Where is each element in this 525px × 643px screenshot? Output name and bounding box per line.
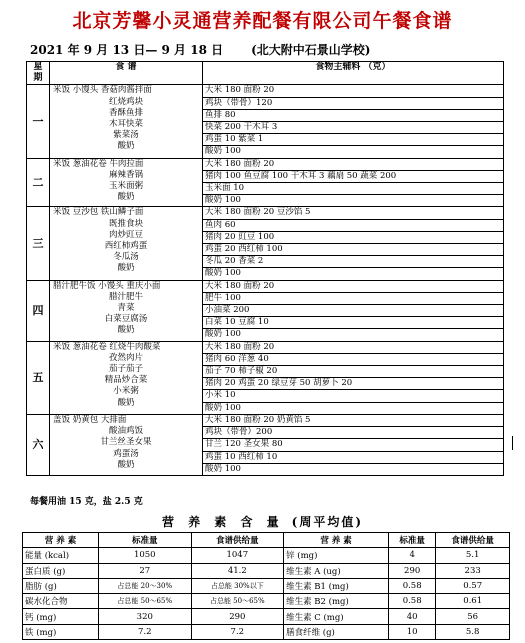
ingredient-line: 酸奶 100 <box>205 195 241 206</box>
dish-item: 玉米面粥 <box>108 181 143 192</box>
menu-day-row <box>27 85 504 158</box>
page-title: 北京芳馨小灵通营养配餐有限公司午餐食谱 <box>72 10 453 32</box>
dish-list <box>50 280 203 341</box>
nutrition-cell: 4 <box>389 548 436 563</box>
dish-item: 香酥鱼排 <box>108 107 143 118</box>
ingredient-list <box>203 207 504 280</box>
ingredient-list <box>203 341 504 414</box>
nutrition-cell: 27 <box>99 563 192 578</box>
dish-item: 紫菜汤 <box>113 130 139 141</box>
dish-item: 酸奶 <box>117 325 135 336</box>
dish-item: 冬瓜汤 <box>113 252 139 263</box>
ingredient-line: 茄子 70 柿子椒 20 <box>203 366 503 378</box>
nutrition-header-cell: 营 养 素 <box>284 533 389 548</box>
nutrition-cell: 320 <box>99 609 192 624</box>
ingredient-line: 玉米面 10 <box>203 183 503 195</box>
ingredient-line: 酸奶 100 <box>205 146 241 157</box>
dish-item: 西红柿鸡蛋 <box>104 241 148 252</box>
ingredient-line: 酸奶 100 <box>205 402 241 413</box>
nutrition-cell: 钙 (mg) <box>23 609 99 624</box>
ingredient-list <box>203 280 504 341</box>
nutrition-cell: 7.2 <box>99 624 192 639</box>
staple-foods: 盖饭 奶黄包 大排面 <box>53 414 127 425</box>
ingredient-line: 酸奶 100 <box>205 268 241 279</box>
ingredient-line: 猪肉 20 鸡蛋 20 绿豆芽 50 胡萝卜 20 <box>203 378 503 390</box>
nutrition-row <box>23 609 510 624</box>
ingredient-line: 快菜 200 干木耳 3 <box>203 122 503 134</box>
menu-day-row <box>27 158 504 207</box>
date-line <box>30 41 370 58</box>
day-label: 六 <box>27 414 50 475</box>
nutrition-cell: 1047 <box>191 548 284 563</box>
dish-item: 酸奶 <box>117 192 135 203</box>
dish-list <box>50 341 203 414</box>
school-name: (北大附中石景山学校) <box>251 43 371 57</box>
ingredient-line: 猪肉 20 豇豆 100 <box>203 232 503 244</box>
ingredient-line: 小油菜 200 <box>203 305 503 317</box>
ingredient-line: 酸奶 100 <box>205 329 241 340</box>
nutrition-header-cell: 食谱供给量 <box>436 533 510 548</box>
ingredient-line: 鸡块（带骨）200 <box>203 427 503 439</box>
text-cursor <box>512 436 513 450</box>
dish-item: 甘兰丝圣女果 <box>100 437 152 448</box>
nutrition-subtitle: (周平均值) <box>291 515 364 529</box>
ingredient-line: 猪肉 60 洋葱 40 <box>203 354 503 366</box>
menu-day-row <box>27 414 504 475</box>
nutrition-cell: 290 <box>389 563 436 578</box>
day-label: 四 <box>27 280 50 341</box>
nutrition-header-row <box>23 533 510 548</box>
nutrition-table <box>22 532 510 640</box>
ingredient-line: 大米 180 面粉 20 <box>203 85 503 97</box>
ingredient-line: 鱼肉 60 <box>203 220 503 232</box>
ingredient-line: 大米 180 面粉 20 <box>203 342 503 354</box>
menu-day-row <box>27 280 504 341</box>
ingredient-line: 大米 180 面粉 20 豆沙馅 5 <box>203 207 503 219</box>
dish-item: 既推食块 <box>108 218 143 229</box>
day-label: 五 <box>27 341 50 414</box>
dish-item: 孜然肉片 <box>108 352 143 363</box>
dish-item: 小米粥 <box>113 386 139 397</box>
menu-day-row <box>27 341 504 414</box>
nutrition-cell: 蛋白质 (g) <box>23 563 99 578</box>
nutrition-cell: 7.2 <box>191 624 284 639</box>
nutrition-title <box>0 513 525 530</box>
ingredient-line: 鸡蛋 10 紫菜 1 <box>203 134 503 146</box>
nutrition-cell: 铁 (mg) <box>23 624 99 639</box>
nutrition-row <box>23 548 510 563</box>
nutrition-row <box>23 624 510 639</box>
staple-foods: 米饭 葱油花卷 红烧牛肉酸菜 <box>53 341 161 352</box>
nutrition-cell: 膳食纤维 (g) <box>284 624 389 639</box>
oil-salt-note: 每餐用油 15 克，盐 2.5 克 <box>30 497 143 507</box>
menu-day-row <box>27 207 504 280</box>
nutrition-cell: 41.2 <box>191 563 284 578</box>
nutrition-cell: 碳水化合物 <box>23 594 99 609</box>
ingredient-line: 鱼排 80 <box>203 110 503 122</box>
nutrition-cell: 5.8 <box>436 624 510 639</box>
nutrition-header-cell: 标准量 <box>99 533 192 548</box>
ingredient-line: 猪肉 100 鱼豆腐 100 干木耳 3 藕扇 50 蔬菜 200 <box>203 171 503 183</box>
nutrition-cell: 能量 (kcal) <box>23 548 99 563</box>
ingredient-line: 大米 180 面粉 20 奶黄馅 5 <box>203 415 503 427</box>
nutrition-cell: 0.57 <box>436 578 510 593</box>
ingredient-line: 白菜 10 豆腐 10 <box>203 317 503 329</box>
header-dishes: 食 谱 <box>50 62 203 85</box>
nutrition-cell: 占总能 20～30% <box>99 578 192 593</box>
nutrition-cell: 5.1 <box>436 548 510 563</box>
ingredient-line: 肥牛 100 <box>203 293 503 305</box>
dish-list <box>50 414 203 475</box>
day-label: 一 <box>27 85 50 158</box>
staple-foods: 米饭 葱油花卷 牛肉拉面 <box>53 158 144 169</box>
day-label: 二 <box>27 158 50 207</box>
dish-item: 精品炒合菜 <box>104 375 148 386</box>
nutrition-cell: 1050 <box>99 548 192 563</box>
dish-item: 白菜豆腐汤 <box>104 314 148 325</box>
ingredient-list <box>203 158 504 207</box>
dish-item: 酸奶 <box>117 141 135 152</box>
dish-item: 酸奶 <box>117 263 135 274</box>
nutrition-cell: 233 <box>436 563 510 578</box>
nutrition-title-text: 营 养 素 含 量 <box>161 515 284 529</box>
nutrition-cell: 0.61 <box>436 594 510 609</box>
ingredient-line: 鸡蛋 10 西红柿 10 <box>203 452 503 464</box>
dish-item: 肉炒豇豆 <box>108 229 143 240</box>
header-ingredients: 食物主辅料 （克） <box>203 62 504 85</box>
menu-table <box>26 61 504 476</box>
dish-item: 青菜 <box>117 303 135 314</box>
ingredient-line: 冬瓜 20 香菜 2 <box>203 256 503 268</box>
ingredient-line: 大米 180 面粉 20 <box>203 159 503 171</box>
ingredient-line: 酸奶 100 <box>205 463 241 474</box>
staple-foods: 米饭 豆沙包 铁山鳞子面 <box>53 207 144 218</box>
nutrition-row <box>23 594 510 609</box>
nutrition-cell: 锌 (mg) <box>284 548 389 563</box>
nutrition-cell: 0.58 <box>389 578 436 593</box>
nutrition-cell: 占总能 30%以下 <box>191 578 284 593</box>
nutrition-header-cell: 食谱供给量 <box>191 533 284 548</box>
nutrition-cell: 40 <box>389 609 436 624</box>
dish-item: 酸奶 <box>117 397 135 408</box>
ingredient-line: 甘兰 120 圣女果 80 <box>203 439 503 451</box>
ingredient-line: 小米 10 <box>203 390 503 402</box>
dish-item: 红烧鸡块 <box>108 96 143 107</box>
nutrition-cell: 290 <box>191 609 284 624</box>
nutrition-cell: 占总能 50～65% <box>99 594 192 609</box>
staple-foods: 腊汁肥牛饭 小馒头 重庆小面 <box>53 280 161 291</box>
day-label: 三 <box>27 207 50 280</box>
nutrition-cell: 维生素 A (ug) <box>284 563 389 578</box>
nutrition-header-cell: 营 养 素 <box>23 533 99 548</box>
nutrition-cell: 维生素 B2 (mg) <box>284 594 389 609</box>
nutrition-row <box>23 578 510 593</box>
dish-item: 鸡蛋汤 <box>113 448 139 459</box>
dish-item: 木耳快菜 <box>108 119 143 130</box>
header-day: 星期 <box>27 62 50 85</box>
nutrition-cell: 维生素 C (mg) <box>284 609 389 624</box>
date-range: 2021 年 9 月 13 日— 9 月 18 日 <box>30 43 224 57</box>
nutrition-header-cell: 标准量 <box>389 533 436 548</box>
nutrition-cell: 56 <box>436 609 510 624</box>
ingredient-line: 大米 180 面粉 20 <box>203 281 503 293</box>
dish-list <box>50 85 203 158</box>
nutrition-cell: 脂肪 (g) <box>23 578 99 593</box>
ingredient-line: 鸡蛋 20 西红柿 100 <box>203 244 503 256</box>
dish-list <box>50 158 203 207</box>
staple-foods: 米饭 小馒头 香菇肉酱拌面 <box>53 85 152 96</box>
menu-header-row <box>27 62 504 85</box>
nutrition-cell: 0.58 <box>389 594 436 609</box>
ingredient-list <box>203 414 504 475</box>
nutrition-row <box>23 563 510 578</box>
dish-item: 酸奶 <box>117 459 135 470</box>
dish-list <box>50 207 203 280</box>
ingredient-line: 鸡块（带骨）120 <box>203 98 503 110</box>
nutrition-cell: 占总能 50～65% <box>191 594 284 609</box>
nutrition-cell: 维生素 B1 (mg) <box>284 578 389 593</box>
nutrition-cell: 10 <box>389 624 436 639</box>
ingredient-list <box>203 85 504 158</box>
dish-item: 腊汁肥牛 <box>108 291 143 302</box>
dish-item: 麻辣香锅 <box>108 169 143 180</box>
dish-item: 茄子茄子 <box>108 364 143 375</box>
dish-item: 酸油鸡饭 <box>108 426 143 437</box>
